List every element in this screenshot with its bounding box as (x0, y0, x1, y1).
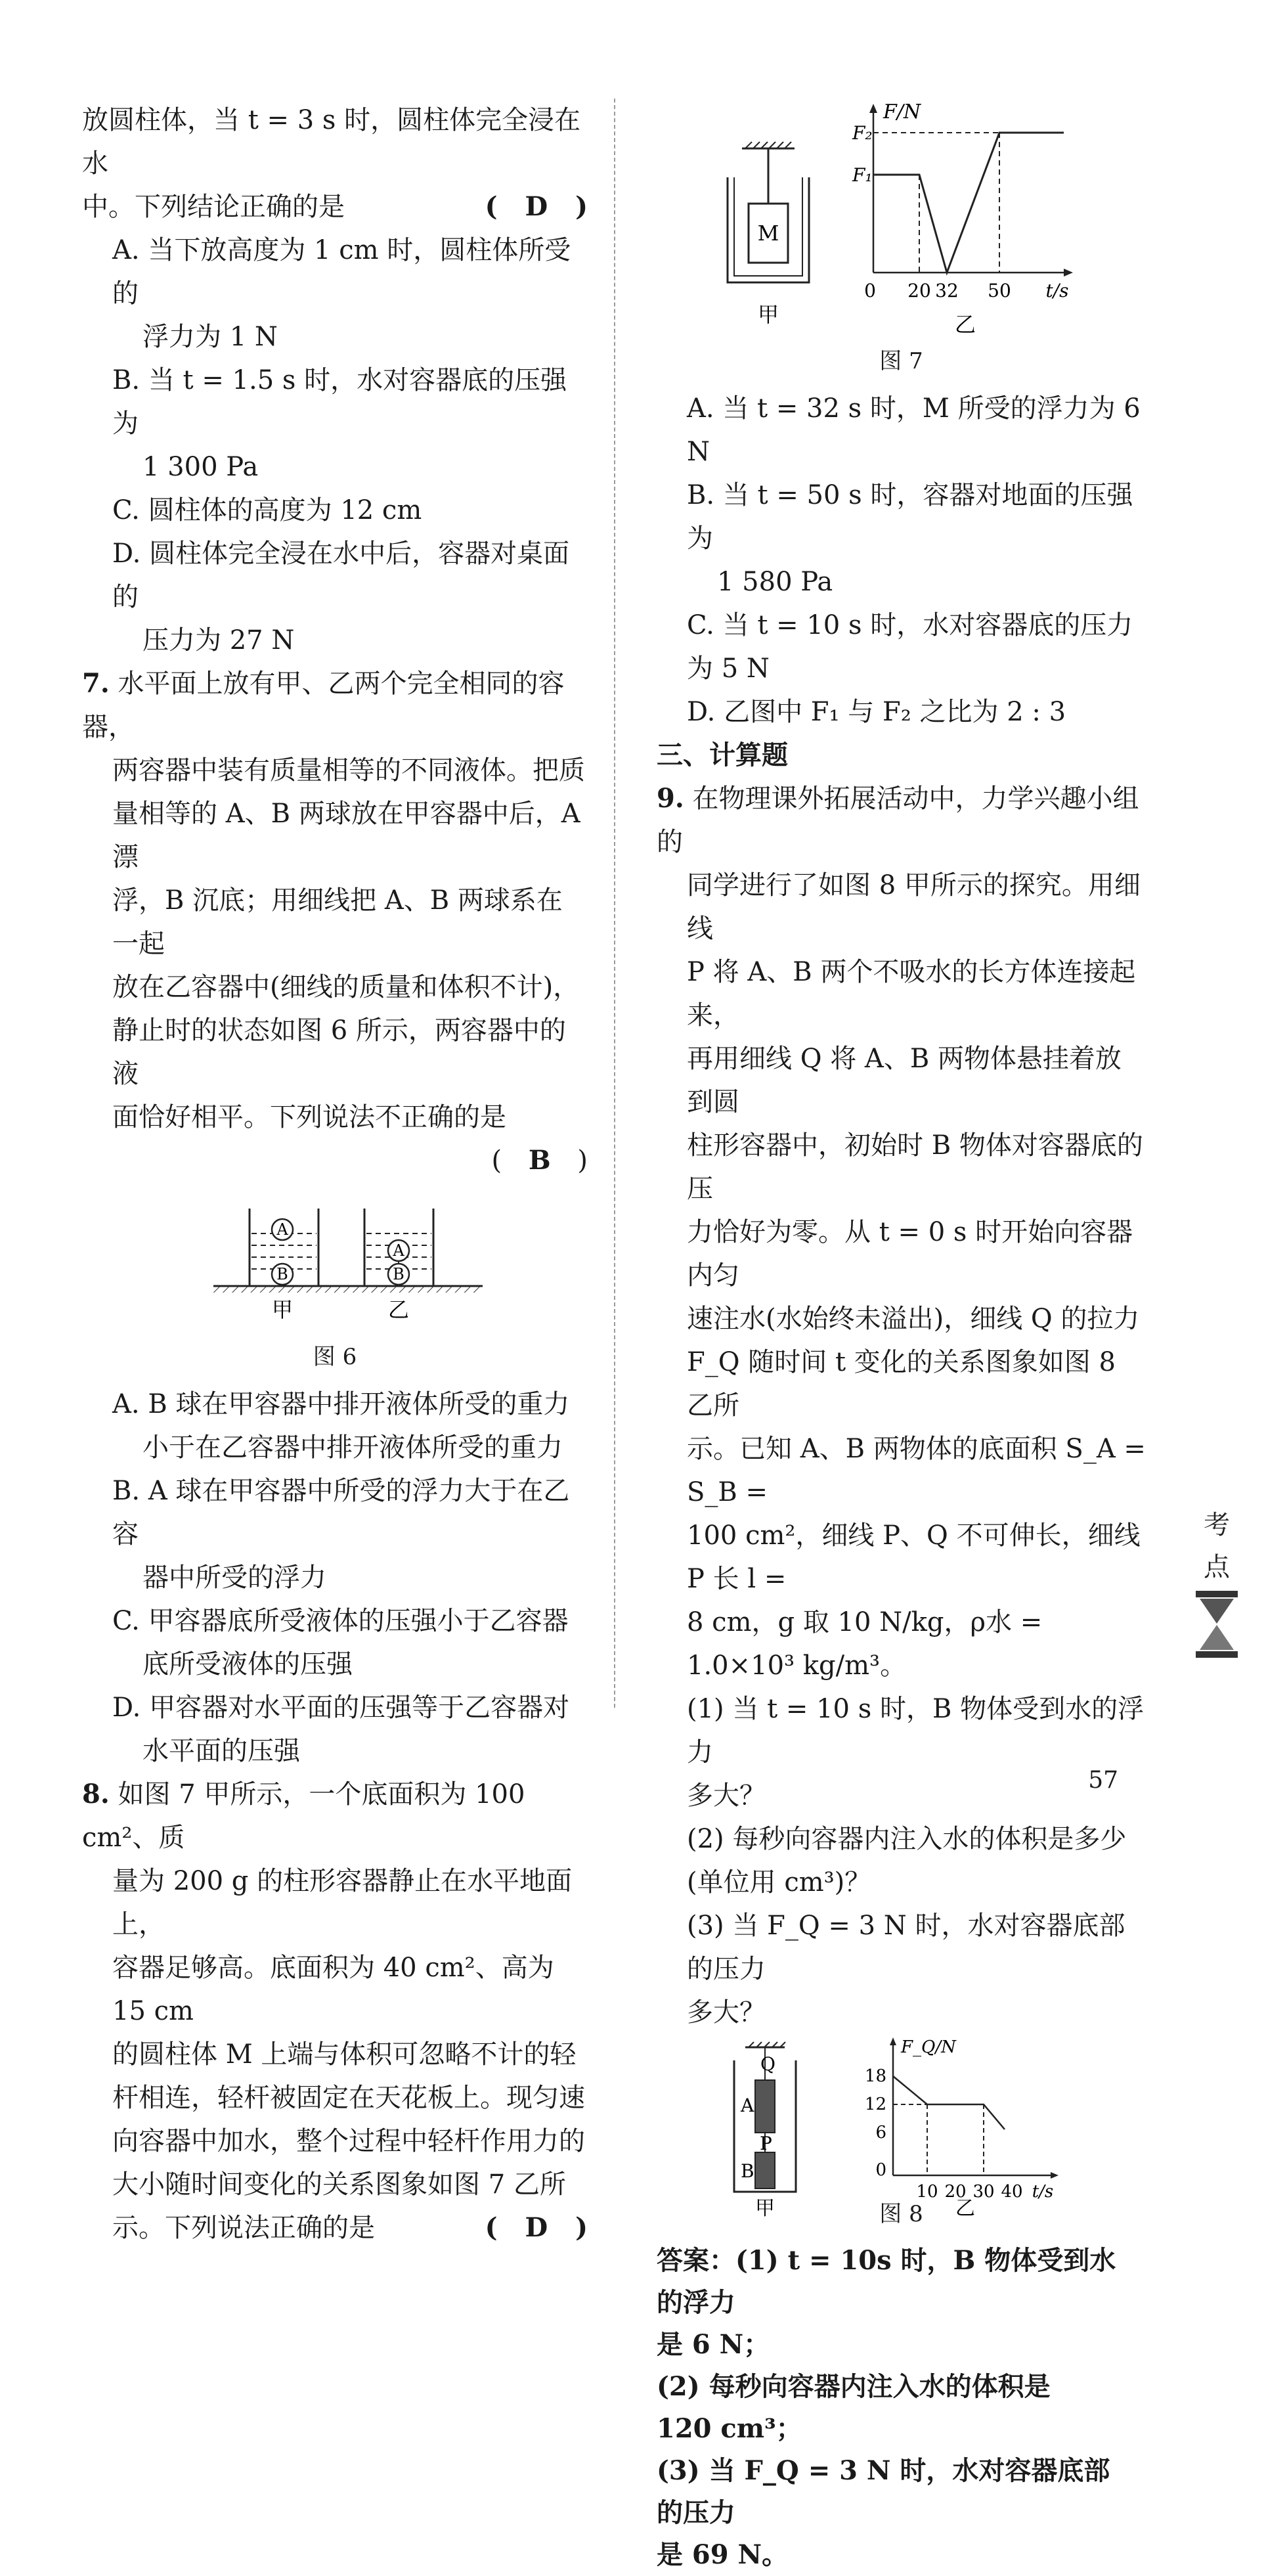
fig7-graph (852, 100, 1073, 301)
q9-line2: 同学进行了如图 8 甲所示的探究。用细线 (687, 870, 1141, 944)
q9-answer-block (657, 2240, 1116, 2576)
fig8-tension-curve (893, 2076, 1005, 2129)
q9-line4: 再用细线 Q 将 A、B 两物体悬挂着放到圆 (687, 1044, 1122, 1117)
fig8-tick-6: 6 (875, 2123, 886, 2143)
fig8-label-yi: 乙 (955, 2197, 975, 2218)
q6-option-d-cont: 压力为 27 N (142, 625, 295, 655)
q8-line7: 大小随时间变化的关系图象如图 7 乙所 (112, 2169, 566, 2200)
q7-option-b: B. A 球在甲容器中所受的浮力大于在乙容 (112, 1476, 570, 1549)
fig8-tick-18: 18 (864, 2066, 886, 2086)
side-tab-char1: 考 (1204, 1510, 1230, 1540)
ball-b-label-yi: B (393, 1265, 404, 1283)
q7-line4: 浮，B 沉底；用细线把 A、B 两球系在一起 (112, 885, 563, 959)
q9-number: 9. (657, 783, 684, 814)
q7-number: 7. (82, 668, 110, 699)
block-a (755, 2080, 775, 2133)
fig7-label-yi: 乙 (954, 312, 976, 337)
q9-line7: 速注水(水始终未溢出)，细线 Q 的拉力 (687, 1304, 1140, 1334)
q6-option-a-cont: 浮力为 1 N (142, 322, 278, 352)
q7-answer-letter: B (528, 1145, 551, 1176)
q8-answer-letter: D (525, 2212, 548, 2243)
fig7-y-axis-label: F/N (883, 100, 921, 123)
figure-7-caption: 图 7 (879, 348, 923, 374)
q6-answer-letter: D (525, 191, 548, 222)
label-q: Q (760, 2053, 775, 2075)
q7-answer: ( B ) (82, 1139, 588, 1182)
section-heading-calculation: 三、计算题 (657, 740, 788, 770)
q7-line6: 静止时的状态如图 6 所示，两容器中的液 (112, 1015, 566, 1089)
q6-option-a: A. 当下放高度为 1 cm 时，圆柱体所受的 (112, 235, 571, 309)
q7-option-d-cont: 水平面的压强 (142, 1736, 300, 1766)
q8-answer: ( D ) (485, 2206, 588, 2250)
q8-option-a: A. 当 t = 32 s 时，M 所受的浮力为 6 N (687, 393, 1141, 467)
q8-option-b: B. 当 t = 50 s 时，容器对地面的压强为 (687, 480, 1133, 554)
fig8-tick-20: 20 (944, 2182, 967, 2202)
q9-sub3: (3) 当 F_Q = 3 N 时，水对容器底部的压力 (687, 1911, 1125, 1984)
side-tab (1181, 1504, 1253, 1673)
q8-line2: 量为 200 g 的柱形容器静止在水平地面上， (112, 1866, 573, 1940)
fig7-tick-32: 32 (935, 280, 959, 301)
fig8-x-axis-label: t/s (1032, 2182, 1054, 2202)
q7-option-a: A. B 球在甲容器中排开液体所受的重力 (112, 1389, 570, 1419)
side-tab-char2: 点 (1204, 1552, 1230, 1582)
left-column (82, 99, 588, 2250)
fig8-y-axis-label: F_Q/N (901, 2037, 956, 2057)
q7-line5: 放在乙容器中(细线的质量和体积不计)， (112, 972, 580, 1002)
fig7-force-curve (873, 133, 1064, 273)
q9-line9: 示。已知 A、B 两物体的底面积 S_A = S_B = (687, 1434, 1146, 1507)
column-divider (614, 99, 615, 1708)
label-b: B (741, 2160, 754, 2182)
q9-line11: 8 cm，g 取 10 N/kg，ρ水 = 1.0×10³ kg/m³。 (687, 1607, 1043, 1681)
q9-line1 (657, 777, 1146, 864)
q7-line7: 面恰好相平。下列说法不正确的是 (112, 1102, 506, 1132)
q7-option-b-cont: 器中所受的浮力 (142, 1563, 326, 1593)
q8-line1 (82, 1773, 588, 1859)
container-jia (250, 1209, 318, 1286)
q6-option-b-cont: 1 300 Pa (142, 452, 259, 482)
q8-stem-end: 示。下列说法正确的是 (112, 2213, 375, 2243)
figure-6 (82, 1182, 588, 1333)
q9-sub2-cont: (单位用 cm³)？ (687, 1867, 871, 1898)
q9-line8: F_Q 随时间 t 变化的关系图象如图 8 乙所 (687, 1347, 1116, 1421)
figure-6-caption: 图 6 (313, 1344, 357, 1370)
fig7-label-jia: 甲 (757, 302, 779, 327)
ball-a-label-yi: A (393, 1241, 404, 1260)
q9-sub1-cont: 多大？ (687, 1781, 766, 1811)
q9-line10: 100 cm²，细线 P、Q 不可伸长，细线 P 长 l = (687, 1521, 1141, 1594)
q8-option-b-cont: 1 580 Pa (717, 567, 833, 597)
q8-number: 8. (82, 1779, 110, 1810)
fig7-tick-f2: F₂ (852, 122, 873, 144)
figure-8-caption: 图 8 (879, 2201, 923, 2227)
fig6-label-yi: 乙 (387, 1297, 410, 1322)
q6-stem-end: 中。下列结论正确的是 (82, 192, 345, 222)
q8-line4: 的圆柱体 M 上端与体积可忽略不计的轻 (112, 2039, 577, 2070)
q8-line8 (82, 2206, 588, 2250)
label-a: A (741, 2095, 754, 2116)
q9-line3: P 将 A、B 两个不吸水的长方体连接起来， (687, 957, 1136, 1031)
fig7-tick-f1: F₁ (852, 164, 873, 186)
figure-8 (657, 2034, 1146, 2218)
q6-text-line2 (82, 185, 588, 229)
ball-b-label-jia: B (276, 1265, 288, 1283)
q8-line3: 容器足够高。底面积为 40 cm²、高为 15 cm (112, 1953, 554, 2026)
fig8-tick-0: 0 (875, 2160, 886, 2180)
figure-7 (657, 92, 1146, 355)
q8-option-c: C. 当 t = 10 s 时，水对容器底的压力为 5 N (687, 610, 1133, 684)
fig8-tick-12: 12 (864, 2095, 886, 2114)
q7-option-a-cont: 小于在乙容器中排开液体所受的重力 (142, 1432, 563, 1463)
page-number: 57 (1088, 1767, 1118, 1794)
q8-line6: 向容器中加水，整个过程中轻杆作用力的 (112, 2126, 585, 2156)
q7-line1 (82, 662, 588, 749)
q7-line2: 两容器中装有质量相等的不同液体。把质 (112, 755, 585, 786)
fig8-tick-30: 30 (972, 2182, 995, 2202)
fig8-apparatus (734, 2042, 796, 2192)
q7-l1: 水平面上放有甲、乙两个完全相同的容器， (82, 669, 565, 742)
fig8-label-jia: 甲 (755, 2197, 775, 2218)
fig7-tick-50: 50 (988, 280, 1011, 301)
hourglass-icon (1190, 1588, 1243, 1660)
answer-line3-cont: 是 69 N。 (657, 2539, 789, 2570)
q9-l1: 在物理课外拓展活动中，力学兴趣小组的 (657, 784, 1139, 857)
q6-option-b: B. 当 t = 1.5 s 时，水对容器底的压强为 (112, 365, 567, 439)
container-yi (364, 1209, 433, 1286)
q6-option-c: C. 圆柱体的高度为 12 cm (112, 495, 422, 525)
q7-option-c-cont: 底所受液体的压强 (142, 1649, 353, 1679)
fig6-label-jia: 甲 (271, 1297, 294, 1322)
q9-line5: 柱形容器中，初始时 B 物体对容器底的压 (687, 1130, 1143, 1204)
q9-sub1: (1) 当 t = 10 s 时，B 物体受到水的浮力 (687, 1694, 1145, 1767)
q8-l1: 如图 7 甲所示，一个底面积为 100 cm²、质 (82, 1779, 525, 1853)
block-b (755, 2152, 775, 2188)
q9-sub3-cont: 多大？ (687, 1997, 766, 2028)
q8-line5: 杆相连，轻杆被固定在天花板上。现匀速 (112, 2083, 585, 2113)
q6-text-line1: 放圆柱体，当 t = 3 s 时，圆柱体完全浸在水 (82, 105, 581, 179)
answer-line1-cont: 是 6 N； (657, 2329, 770, 2360)
block-m-label: M (757, 221, 779, 246)
q8-option-d: D. 乙图中 F₁ 与 F₂ 之比为 2 : 3 (687, 697, 1066, 727)
q9-sub2: (2) 每秒向容器内注入水的体积是多少 (687, 1824, 1127, 1854)
q7-line3: 量相等的 A、B 两球放在甲容器中后，A 漂 (112, 799, 580, 872)
fig8-tick-40: 40 (1001, 2182, 1023, 2202)
ball-a-label-jia: A (276, 1220, 288, 1239)
answer-line2: (2) 每秒向容器内注入水的体积是 (657, 2371, 1051, 2402)
q7-option-c: C. 甲容器底所受液体的压强小于乙容器 (112, 1606, 569, 1636)
q9-line6: 力恰好为零。从 t = 0 s 时开始向容器内匀 (687, 1217, 1133, 1291)
fig7-tick-0: 0 (864, 280, 876, 301)
q6-answer: ( D ) (485, 185, 588, 229)
answer-line3: (3) 当 F_Q = 3 N 时，水对容器底部的压力 (657, 2455, 1110, 2528)
q6-option-d: D. 圆柱体完全浸在水中后，容器对桌面的 (112, 539, 570, 612)
label-p: P (760, 2133, 772, 2154)
answer-line1: 答案：(1) t = 10s 时，B 物体受到水的浮力 (657, 2245, 1116, 2318)
q7-option-d: D. 甲容器对水平面的压强等于乙容器对 (112, 1693, 570, 1723)
answer-line2-cont: 120 cm³； (657, 2413, 802, 2444)
fig7-apparatus (728, 142, 809, 282)
right-column (657, 99, 1146, 2576)
fig7-tick-20: 20 (907, 280, 931, 301)
fig8-tick-10: 10 (916, 2182, 938, 2202)
fig8-graph (865, 2037, 1059, 2202)
fig7-x-axis-label: t/s (1045, 280, 1069, 301)
